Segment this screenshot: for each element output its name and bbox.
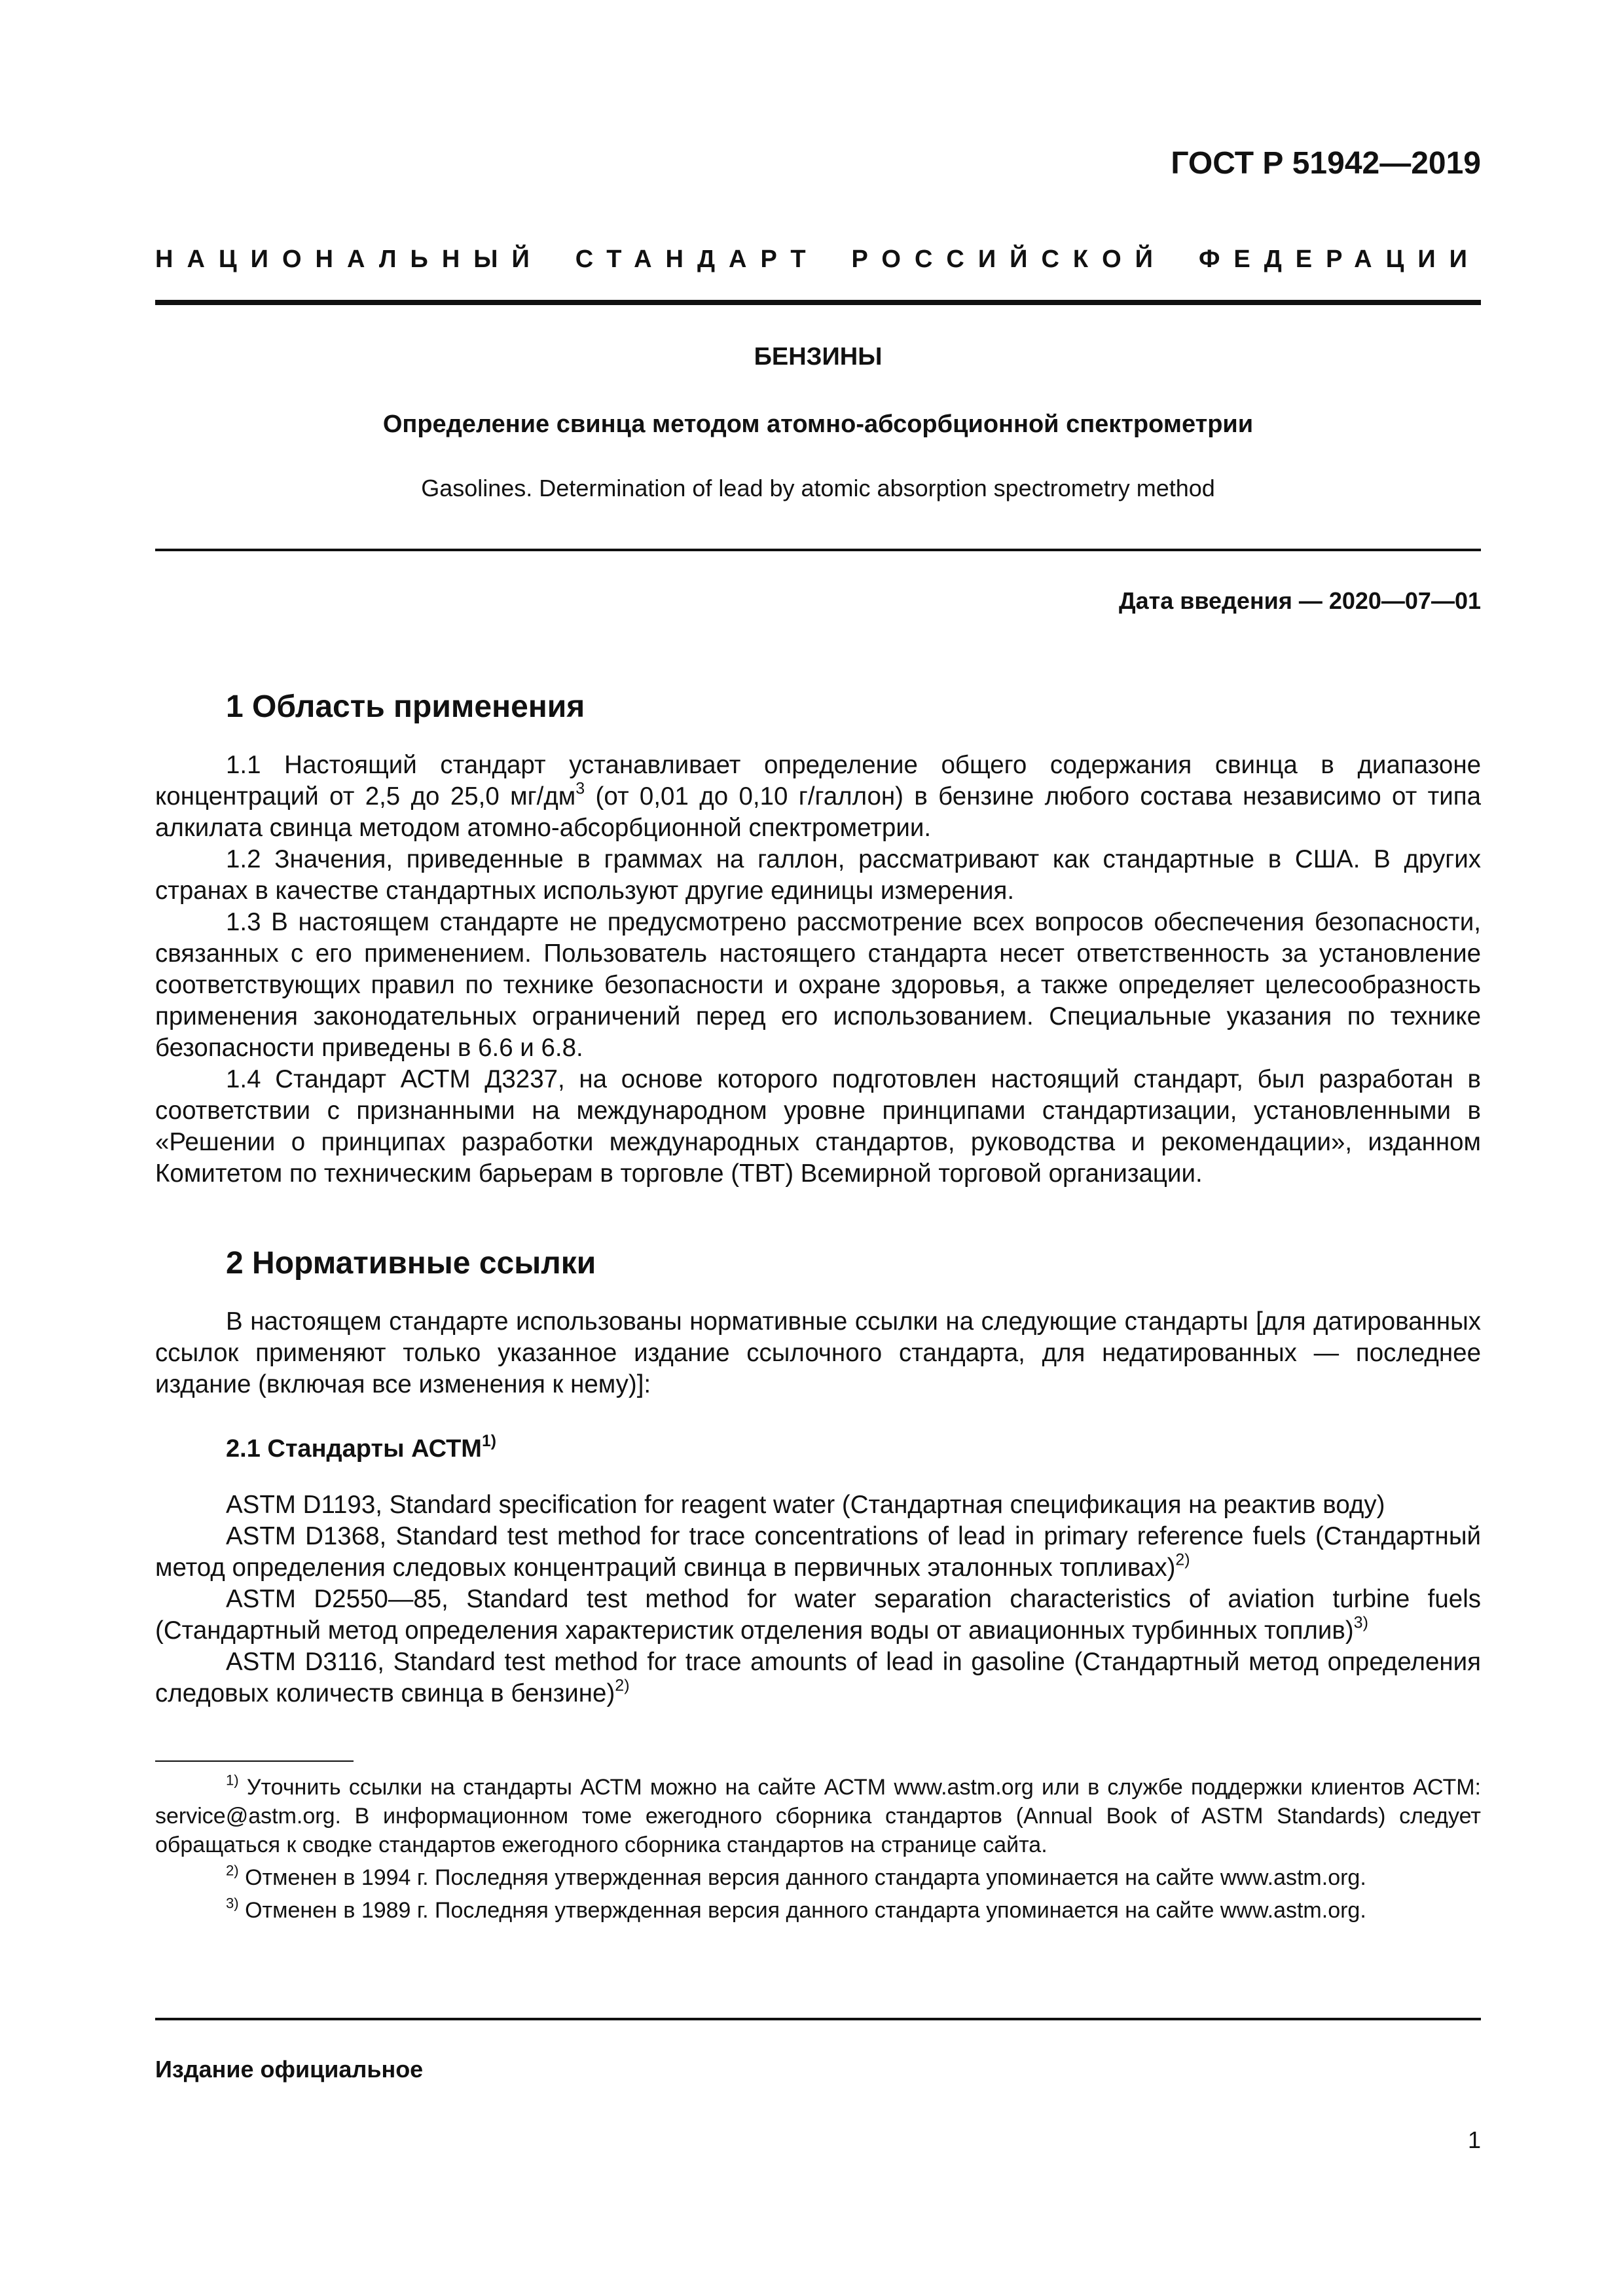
national-standard-banner [155,246,1481,274]
document-subtitle: Определение свинца методом атомно-абсорбционной спектрометрии [382,410,1254,438]
subsection-2-1-heading: 2.1 Стандарты АСТМ$^{1)}$ [226,1432,496,1463]
standard-code: ГОСТ Р 51942—2019 [1171,146,1481,181]
banner-divider [155,300,1481,305]
banner-word: РОССИЙСКОЙ [851,246,1167,273]
banner-word: ФЕДЕРАЦИИ [1198,246,1481,273]
astm-reference-list [155,1489,1481,1709]
footnote-item: $^{1)}$ Уточнить ссылки на стандарты АСТМ можно на сайте АСТМ www.astm.org или в службе поддержки клиентов АСТМ: service@astm.org. В информационном томе ежегодного сборника стандартов (Annual Book of ASTM Standards) следует обращаться к сводке стандартов ежегодного сборника стандартов на странице сайта. [155,1772,1481,1857]
paragraph-1-1: 1.1 Настоящий стандарт устанавливает определение общего содержания свинца в диапазоне концентраций от 2,5 до 25,0 $мг/дм^3$ (от 0,01 до 0,10 г/галлон) в бензине любого состава независимо от типа алкилата свинца методом атомно-абсорбционной спектрометрии. [155,751,1481,842]
footnote-separator [155,1760,354,1762]
paragraph-1-4: 1.4 Стандарт АСТМ Д3237, на основе которого подготовлен настоящий стандарт, был разработан в соответствии с признанными на международном уровне принципами стандартизации, установленными в «Решении о принципах разработки международных стандартов, руководства и рекомендации», изданном Комитетом по техническим барьерам в торговле (ТВТ) Всемирной торговой организации. [155,1065,1481,1188]
document-title-english: Gasolines. Determination of lead by atomic absorption spectrometry method [421,475,1215,501]
footnote-item: $^{2)}$ Отменен в 1994 г. Последняя утвержденная версия данного стандарта упоминается на сайте www.astm.org. [226,1862,1366,1890]
title-divider [155,549,1481,551]
reference-item: ASTM D3116, Standard test method for trace amounts of lead in gasoline (Стандартный метод определения следовых количеств свинца в бензине)$^{2)}$ [155,1648,1481,1707]
banner-word: НАЦИОНАЛЬНЫЙ [155,246,543,273]
paragraph-1-2: 1.2 Значения, приведенные в граммах на галлон, рассматривают как стандартные в США. В других странах в качестве стандартных используют другие единицы измерения. [155,845,1481,905]
reference-item: ASTM D1368, Standard test method for trace concentrations of lead in primary reference fuels (Стандартный метод определения следовых концентраций свинца в первичных эталонных топливах)$^{2)}$ [155,1522,1481,1582]
footnotes [155,1773,1481,1929]
footer-divider [155,2018,1481,2020]
introduction-date: Дата введения — 2020—07—01 [1118,587,1481,614]
paragraph-1-3: 1.3 В настоящем стандарте не предусмотрено рассмотрение всех вопросов обеспечения безопасности, связанных с его применением. Пользователь настоящего стандарта несет ответственность за установление соответствующих правил по технике безопасности и охране здоровья, а также определяет целесообразность применения законодательных ограничений перед его использованием. Специальные указания по технике безопасности приведены в 6.6 и 6.8. [155,908,1481,1062]
banner-word: СТАНДАРТ [575,246,820,273]
reference-item: ASTM D2550—85, Standard test method for water separation characteristics of aviation turbine fuels (Стандартный метод определения характеристик отделения воды от авиационных турбинных топлив)$^{3)}$ [155,1585,1481,1645]
section-2-intro: В настоящем стандарте использованы нормативные ссылки на следующие стандарты [для датированных ссылок применяют только указанное издание ссылочного стандарта, для недатированных — последнее издание (включая все изменения к нему)]: [155,1307,1481,1398]
footnote-item: $^{3)}$ Отменен в 1989 г. Последняя утвержденная версия данного стандарта упоминается на сайте www.astm.org. [226,1895,1366,1923]
section-2-heading: 2 Нормативные ссылки [226,1246,596,1281]
section-1-heading: 1 Область применения [226,689,585,724]
section-1-body [155,750,1481,1190]
page-number: 1 [1467,2126,1481,2153]
document-title: БЕНЗИНЫ [754,343,883,371]
official-edition-label: Издание официальное [155,2056,424,2083]
reference-item: ASTM D1193, Standard specification for reagent water (Стандартная спецификация на реактив воду) [226,1491,1385,1519]
